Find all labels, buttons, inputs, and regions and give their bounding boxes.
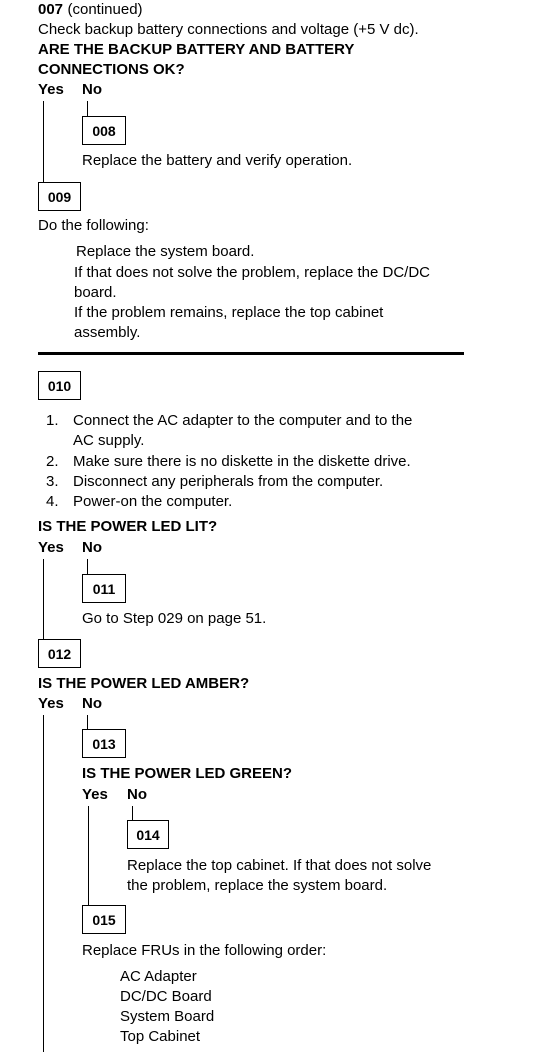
step-014-text-line2: the problem, replace the system board. [127, 877, 388, 894]
step-box-012: 012 [38, 639, 81, 668]
no-branch-line [87, 101, 88, 117]
yes-label: Yes [38, 81, 64, 98]
yes-branch-line [43, 559, 44, 640]
step-013-question: IS THE POWER LED GREEN? [82, 765, 293, 782]
fru-list-item: AC Adapter [120, 968, 197, 985]
fru-list-item: DC/DC Board [120, 988, 212, 1005]
list-item-text: Connect the AC adapter to the computer and to the [73, 412, 413, 429]
no-branch-line [132, 806, 133, 821]
yes-label: Yes [82, 786, 108, 803]
step-box-013: 013 [82, 729, 126, 758]
list-item-number: 4. [46, 493, 59, 510]
step-009-line: If that does not solve the problem, replace the DC/DC [74, 264, 431, 281]
step-011-text: Go to Step 029 on page 51. [82, 610, 267, 627]
step-014-text-line1: Replace the top cabinet. If that does not solve [127, 857, 432, 874]
step-009-line: Replace the system board. [76, 243, 255, 260]
step-009-line: If the problem remains, replace the top cabinet [74, 304, 384, 321]
step-009-line: assembly. [74, 324, 141, 341]
list-item-number: 3. [46, 473, 59, 490]
list-item-number: 1. [46, 412, 59, 429]
continued-label: (continued) [67, 1, 143, 18]
step-box-010: 010 [38, 371, 81, 400]
list-item-text: Make sure there is no diskette in the diskette drive. [73, 453, 411, 470]
yes-branch-line [43, 715, 44, 1052]
step-008-text: Replace the battery and verify operation. [82, 152, 353, 169]
no-branch-line [87, 715, 88, 730]
step-007-question-line1: ARE THE BACKUP BATTERY AND BATTERY [38, 41, 355, 58]
no-label: No [82, 81, 102, 98]
step-box-014: 014 [127, 820, 169, 849]
list-item-text: Power-on the computer. [73, 493, 233, 510]
step-box-008: 008 [82, 116, 126, 145]
list-item-continuation: AC supply. [73, 432, 145, 449]
fru-list-item: System Board [120, 1008, 215, 1025]
step-012-question: IS THE POWER LED AMBER? [38, 675, 250, 692]
yes-label: Yes [38, 695, 64, 712]
step-number: 007 [38, 1, 64, 18]
no-label: No [82, 539, 102, 556]
step-009-intro: Do the following: [38, 217, 149, 234]
step-007-instruction: Check backup battery connections and voltage (+5 V dc). [38, 21, 419, 38]
step-box-009: 009 [38, 182, 81, 211]
step-007-heading [38, 0, 143, 20]
list-item-text: Disconnect any peripherals from the computer. [73, 473, 384, 490]
list-item-number: 2. [46, 453, 59, 470]
step-box-015: 015 [82, 905, 126, 934]
step-009-line: board. [74, 284, 117, 301]
step-015-intro: Replace FRUs in the following order: [82, 942, 327, 959]
fru-list-item: Top Cabinet [120, 1028, 201, 1045]
no-branch-line [87, 559, 88, 575]
step-010-question: IS THE POWER LED LIT? [38, 518, 218, 535]
yes-label: Yes [38, 539, 64, 556]
step-007-question-line2: CONNECTIONS OK? [38, 61, 185, 78]
yes-branch-line [43, 101, 44, 183]
step-box-011: 011 [82, 574, 126, 603]
no-label: No [82, 695, 102, 712]
section-divider [38, 352, 464, 355]
no-label: No [127, 786, 147, 803]
yes-branch-line [88, 806, 89, 906]
